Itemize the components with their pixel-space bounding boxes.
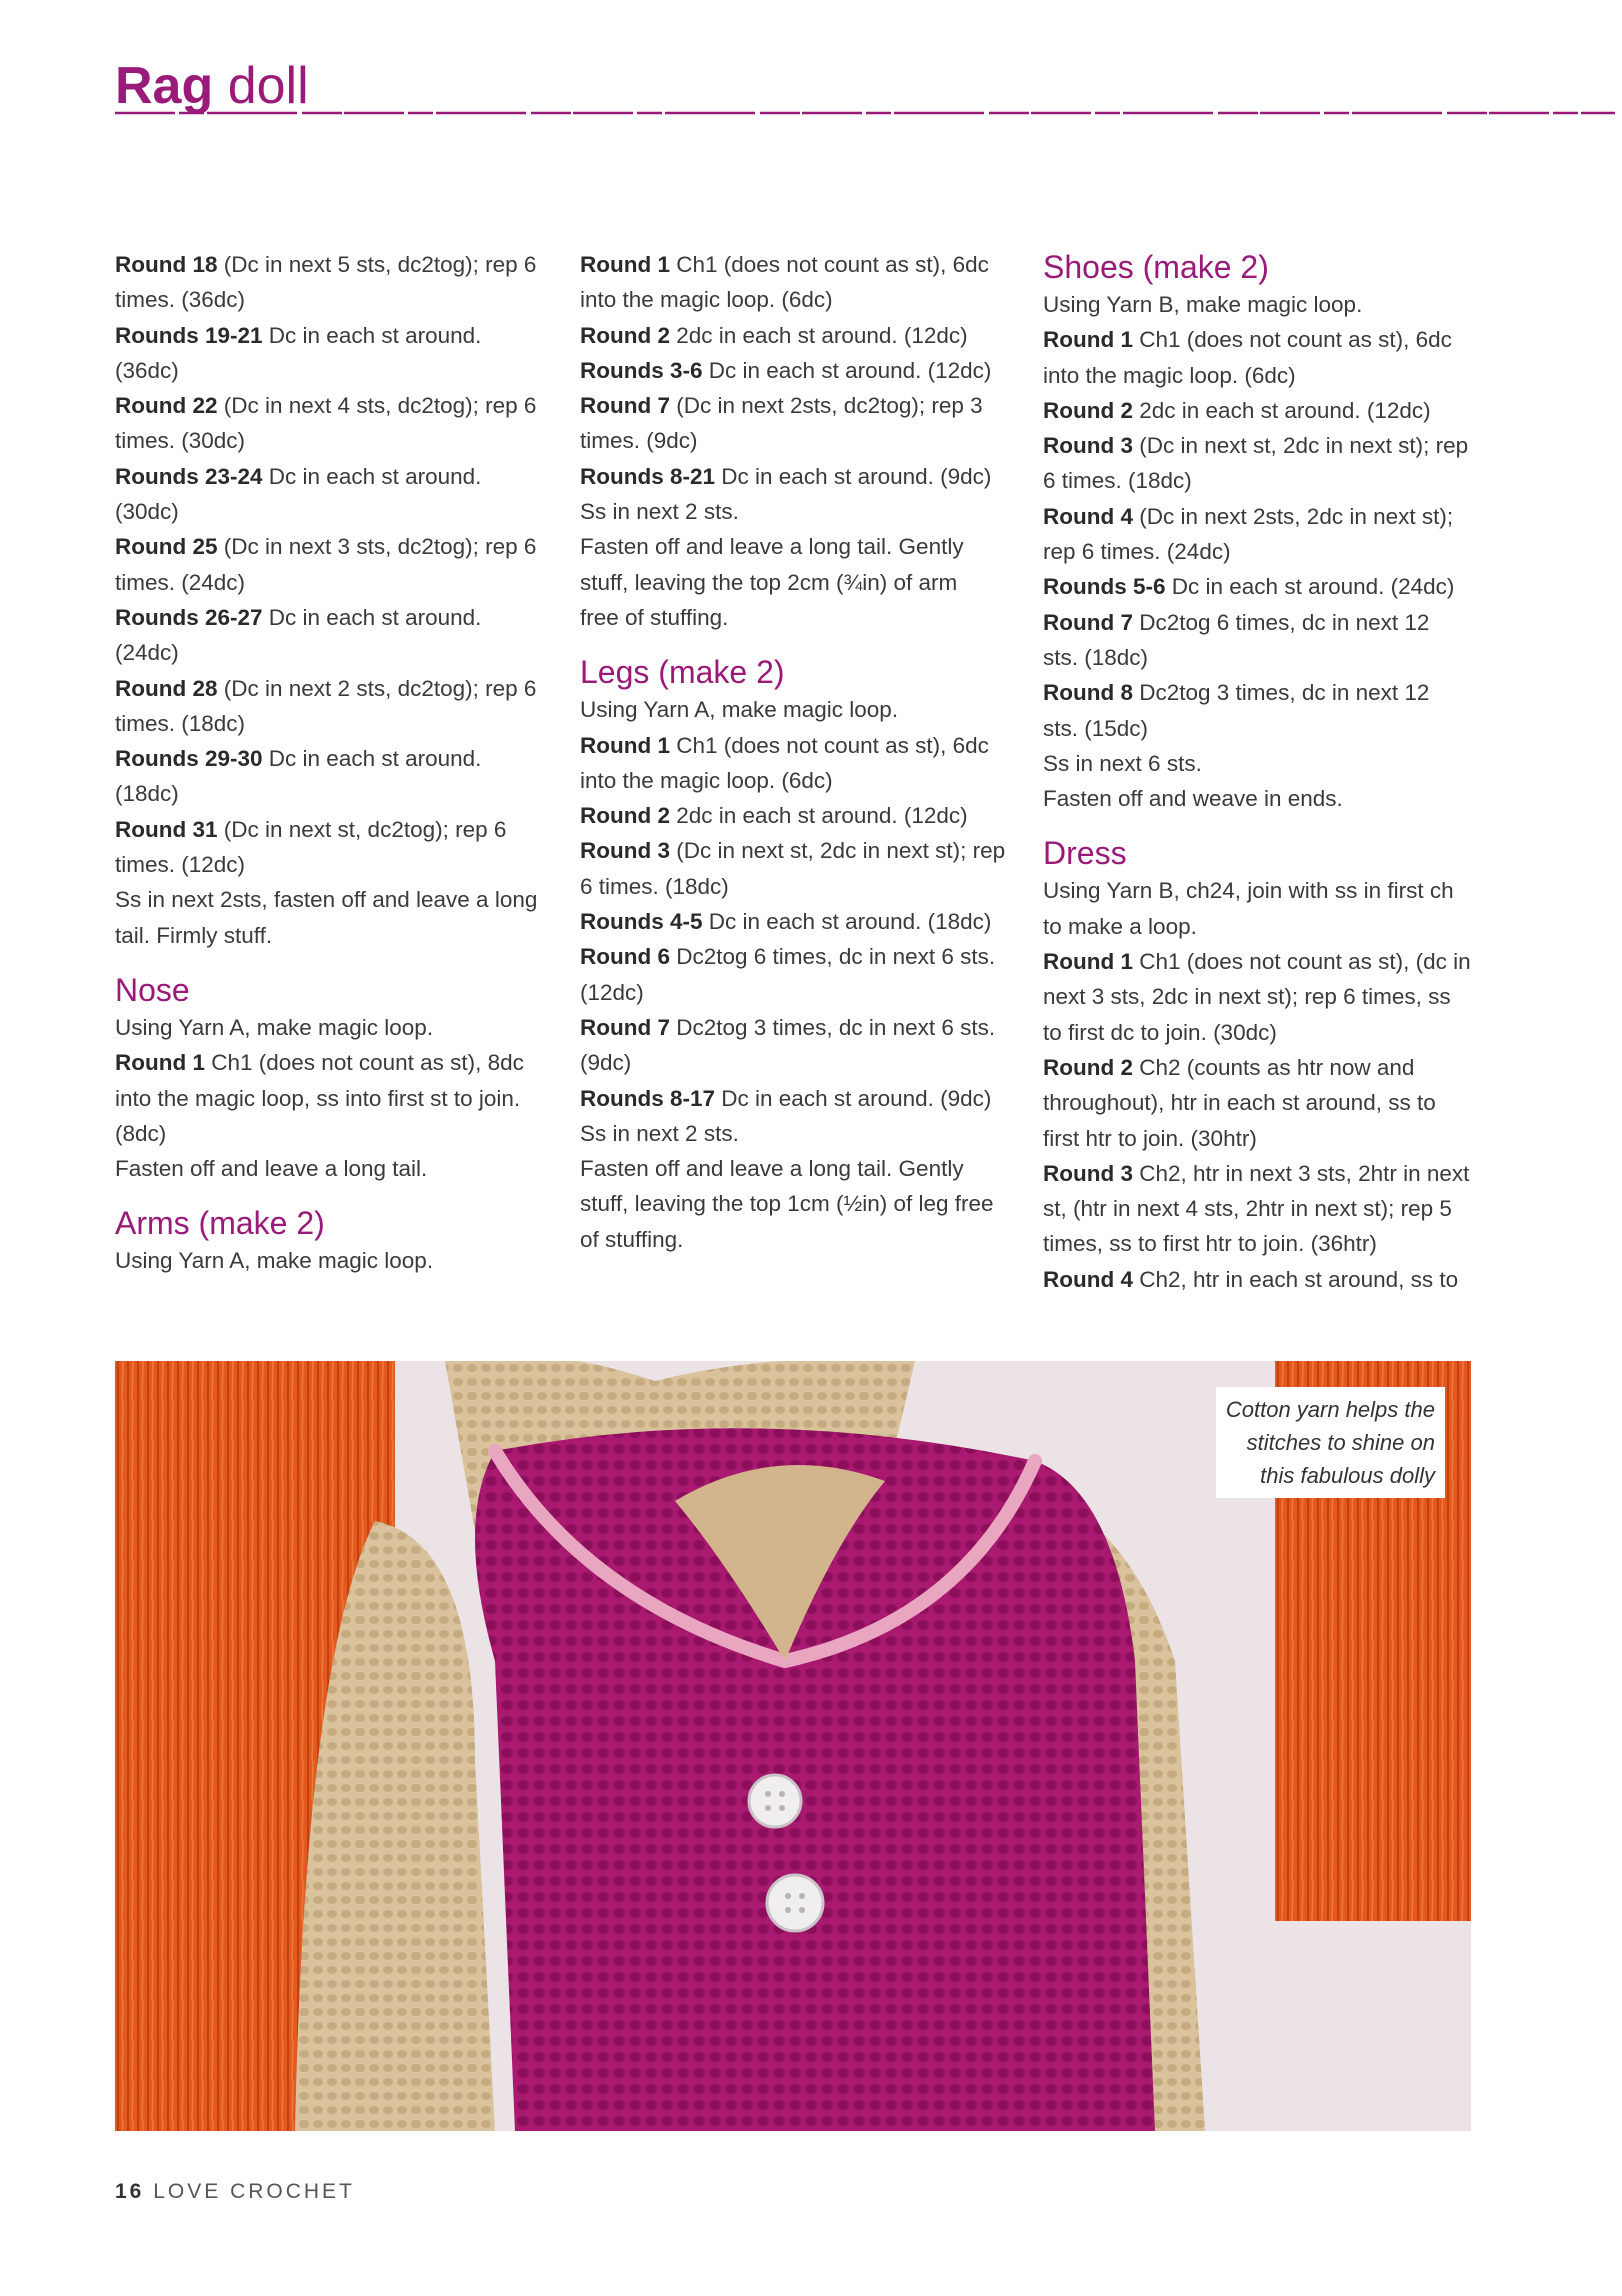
instruction-text: times. (9dc) bbox=[580, 428, 698, 454]
instruction-text: times. (36dc) bbox=[115, 287, 246, 313]
instruction-text: Dc in each st around. (9dc) bbox=[715, 463, 992, 489]
round-label: Round 4 bbox=[1043, 503, 1133, 529]
instruction-line bbox=[580, 529, 1020, 564]
round-label: Round 2 bbox=[580, 803, 670, 829]
instruction-text: Ch2, htr in each st around, ss to bbox=[1133, 1266, 1459, 1292]
instruction-line bbox=[580, 600, 1020, 635]
instruction-line bbox=[115, 1081, 555, 1116]
section-heading: Legs (make 2) bbox=[580, 654, 785, 691]
page-title bbox=[115, 55, 309, 117]
instruction-line bbox=[115, 247, 555, 282]
instruction-line bbox=[1043, 909, 1483, 944]
title-light: doll bbox=[227, 57, 309, 115]
instruction-text: Fasten off and leave a long tail. bbox=[115, 1156, 428, 1182]
round-label: Rounds 5-6 bbox=[1043, 574, 1166, 600]
instruction-line bbox=[115, 706, 555, 741]
round-label: Round 22 bbox=[115, 393, 218, 419]
instruction-line bbox=[1043, 393, 1483, 428]
instruction-line bbox=[1043, 499, 1483, 534]
round-label: Round 3 bbox=[1043, 1160, 1133, 1186]
round-label: Round 7 bbox=[1043, 609, 1133, 635]
instruction-line bbox=[115, 882, 555, 917]
instruction-line bbox=[115, 459, 555, 494]
instruction-text: Ch1 (does not count as st), 6dc bbox=[670, 732, 989, 758]
instruction-line bbox=[580, 282, 1020, 317]
instruction-text: next 3 sts, 2dc in next st); rep 6 times, ss bbox=[1043, 984, 1451, 1010]
round-label: Round 1 bbox=[580, 252, 670, 277]
instruction-text: Ss in next 2 sts. bbox=[580, 499, 739, 525]
title-rule bbox=[115, 110, 1615, 116]
instruction-line bbox=[1043, 1085, 1483, 1120]
instruction-text: rep 6 times. (24dc) bbox=[1043, 539, 1231, 565]
instruction-text: Ch1 (does not count as st), (dc in bbox=[1133, 949, 1471, 975]
instruction-line bbox=[580, 833, 1020, 868]
instruction-line bbox=[1043, 944, 1483, 979]
round-label: Round 8 bbox=[1043, 680, 1133, 706]
instruction-line bbox=[580, 1081, 1020, 1116]
instruction-line bbox=[115, 494, 555, 529]
instruction-line bbox=[580, 1010, 1020, 1045]
caption-line: this fabulous dolly bbox=[1260, 1463, 1435, 1488]
instruction-text: (Dc in next 2sts, 2dc in next st); bbox=[1133, 503, 1454, 529]
instruction-text: times. (30dc) bbox=[115, 428, 246, 454]
instruction-line bbox=[580, 1045, 1020, 1080]
instruction-line bbox=[115, 635, 555, 670]
instruction-line bbox=[115, 318, 555, 353]
round-label: Round 1 bbox=[580, 732, 670, 758]
instruction-text: sts. (18dc) bbox=[1043, 644, 1149, 670]
instruction-line bbox=[115, 847, 555, 882]
instruction-line bbox=[115, 1116, 555, 1151]
instruction-text: (Dc in next 5 sts, dc2tog); rep 6 bbox=[217, 252, 537, 277]
round-label: Round 18 bbox=[115, 252, 218, 277]
text-column-3 bbox=[1043, 247, 1483, 1297]
instruction-text: (18dc) bbox=[115, 781, 179, 807]
instruction-text: 2dc in each st around. (12dc) bbox=[1133, 397, 1431, 423]
instruction-text: Dc2tog 3 times, dc in next 6 sts. bbox=[670, 1014, 996, 1040]
instruction-text: into the magic loop. (6dc) bbox=[580, 767, 833, 793]
instruction-text: Using Yarn B, ch24, join with ss in first ch bbox=[1043, 878, 1454, 904]
section-heading: Arms (make 2) bbox=[115, 1205, 325, 1242]
round-label: Rounds 8-17 bbox=[580, 1085, 716, 1111]
instruction-line bbox=[1043, 873, 1483, 908]
instruction-line bbox=[115, 1243, 555, 1278]
instruction-line bbox=[115, 812, 555, 847]
instruction-line bbox=[115, 1045, 555, 1080]
instruction-line bbox=[1043, 322, 1483, 357]
instruction-line bbox=[115, 353, 555, 388]
instruction-text: Ch1 (does not count as st), 8dc bbox=[205, 1050, 524, 1076]
instruction-text: into the magic loop. (6dc) bbox=[1043, 362, 1296, 388]
instruction-text: Ss in next 2 sts. bbox=[580, 1120, 739, 1146]
instruction-line bbox=[115, 1151, 555, 1186]
instruction-text: (Dc in next st, 2dc in next st); rep bbox=[1133, 433, 1469, 459]
instruction-line bbox=[1043, 1050, 1483, 1085]
round-label: Rounds 3-6 bbox=[580, 357, 703, 383]
round-label: Round 1 bbox=[1043, 949, 1133, 975]
page-footer bbox=[115, 2180, 355, 2204]
instruction-text: Fasten off and weave in ends. bbox=[1043, 786, 1343, 812]
instruction-line bbox=[1043, 1156, 1483, 1191]
instruction-line bbox=[1043, 1262, 1483, 1297]
round-label: Round 2 bbox=[1043, 397, 1133, 423]
instruction-line bbox=[1043, 1015, 1483, 1050]
instruction-text: into the magic loop. (6dc) bbox=[580, 287, 833, 313]
instruction-text: Using Yarn B, make magic loop. bbox=[1043, 292, 1363, 317]
text-column-2 bbox=[580, 247, 1020, 1257]
instruction-line bbox=[580, 494, 1020, 529]
instruction-line bbox=[1043, 1226, 1483, 1261]
instruction-text: of stuffing. bbox=[580, 1226, 684, 1252]
instruction-line bbox=[1043, 605, 1483, 640]
instruction-text: Dc in each st around. (18dc) bbox=[702, 909, 992, 935]
instruction-line bbox=[115, 388, 555, 423]
instruction-line bbox=[1043, 1191, 1483, 1226]
instruction-line bbox=[1043, 979, 1483, 1014]
round-label: Rounds 26-27 bbox=[115, 604, 263, 630]
instruction-text: times. (18dc) bbox=[115, 710, 246, 736]
instruction-text: Dc in each st around. (9dc) bbox=[715, 1085, 992, 1111]
instruction-text: (36dc) bbox=[115, 357, 179, 383]
round-label: Rounds 23-24 bbox=[115, 463, 263, 489]
page-number: 16 bbox=[115, 2180, 145, 2203]
instruction-line bbox=[1043, 358, 1483, 393]
instruction-text: 2dc in each st around. (12dc) bbox=[670, 322, 968, 348]
round-label: Rounds 29-30 bbox=[115, 746, 263, 772]
instruction-line bbox=[580, 353, 1020, 388]
instruction-text: (Dc in next 2sts, dc2tog); rep 3 bbox=[670, 393, 983, 419]
section-heading: Dress bbox=[1043, 835, 1127, 872]
instruction-line bbox=[115, 282, 555, 317]
instruction-text: Dc in each st around. bbox=[262, 322, 482, 348]
instruction-line bbox=[1043, 428, 1483, 463]
instruction-line bbox=[1043, 1121, 1483, 1156]
instruction-text: Fasten off and leave a long tail. Gently bbox=[580, 534, 964, 560]
round-label: Round 3 bbox=[580, 838, 670, 864]
instruction-text: st, (htr in next 4 sts, 2htr in next st); rep 5 bbox=[1043, 1196, 1452, 1222]
instruction-text: Using Yarn A, make magic loop. bbox=[115, 1014, 434, 1040]
instruction-text: Ch1 (does not count as st), 6dc bbox=[1133, 327, 1452, 353]
round-label: Round 7 bbox=[580, 393, 670, 419]
instruction-text: times. (12dc) bbox=[115, 852, 246, 878]
instruction-line bbox=[580, 728, 1020, 763]
instruction-line bbox=[580, 798, 1020, 833]
instruction-line bbox=[115, 529, 555, 564]
instruction-text: throughout), htr in each st around, ss to bbox=[1043, 1090, 1436, 1116]
instruction-line bbox=[580, 318, 1020, 353]
round-label: Round 28 bbox=[115, 675, 218, 701]
instruction-text: tail. Firmly stuff. bbox=[115, 922, 273, 948]
instruction-text: first htr to join. (30htr) bbox=[1043, 1125, 1257, 1151]
instruction-line bbox=[580, 692, 1020, 727]
instruction-line bbox=[1043, 534, 1483, 569]
instruction-text: Dc2tog 6 times, dc in next 12 bbox=[1133, 609, 1430, 635]
instruction-text: Using Yarn A, make magic loop. bbox=[115, 1248, 434, 1274]
instruction-text: Fasten off and leave a long tail. Gently bbox=[580, 1156, 964, 1182]
title-bold: Rag bbox=[115, 57, 214, 115]
round-label: Round 1 bbox=[1043, 327, 1133, 353]
instruction-line bbox=[1043, 287, 1483, 322]
round-label: Rounds 19-21 bbox=[115, 322, 263, 348]
page-header bbox=[115, 55, 1615, 125]
instruction-line bbox=[115, 565, 555, 600]
instruction-line bbox=[115, 423, 555, 458]
instruction-text: Dc in each st around. bbox=[262, 746, 482, 772]
round-label: Round 7 bbox=[580, 1014, 670, 1040]
instruction-line bbox=[580, 388, 1020, 423]
instruction-text: Ch2 (counts as htr now and bbox=[1133, 1054, 1415, 1080]
photo-caption bbox=[1216, 1387, 1445, 1498]
instruction-line bbox=[580, 763, 1020, 798]
instruction-text: (Dc in next st, 2dc in next st); rep bbox=[670, 838, 1006, 864]
instruction-text: (Dc in next 4 sts, dc2tog); rep 6 bbox=[217, 393, 537, 419]
instruction-text: times. (24dc) bbox=[115, 569, 246, 595]
instruction-line bbox=[580, 247, 1020, 282]
instruction-line bbox=[1043, 711, 1483, 746]
caption-line: Cotton yarn helps the bbox=[1225, 1397, 1435, 1422]
doll-photo bbox=[115, 1361, 1471, 2131]
instruction-line bbox=[580, 1151, 1020, 1186]
instruction-text: Dc in each st around. (12dc) bbox=[702, 357, 992, 383]
round-label: Rounds 8-21 bbox=[580, 463, 716, 489]
round-label: Round 25 bbox=[115, 534, 218, 560]
instruction-text: (Dc in next st, dc2tog); rep 6 bbox=[217, 816, 507, 842]
round-label: Round 6 bbox=[580, 944, 670, 970]
instruction-line bbox=[1043, 463, 1483, 498]
instruction-text: to first dc to join. (30dc) bbox=[1043, 1019, 1277, 1045]
section-heading: Shoes (make 2) bbox=[1043, 249, 1269, 285]
instruction-line bbox=[115, 671, 555, 706]
instruction-text: Ch1 (does not count as st), 6dc bbox=[670, 252, 989, 277]
round-label: Round 1 bbox=[115, 1050, 205, 1076]
instruction-line bbox=[1043, 746, 1483, 781]
instruction-text: to make a loop. bbox=[1043, 913, 1197, 939]
instruction-text: 2dc in each st around. (12dc) bbox=[670, 803, 968, 829]
instruction-text: Ch2, htr in next 3 sts, 2htr in next bbox=[1133, 1160, 1470, 1186]
round-label: Round 2 bbox=[580, 322, 670, 348]
instruction-line bbox=[580, 1186, 1020, 1221]
instruction-text: (24dc) bbox=[115, 640, 179, 666]
instruction-line bbox=[580, 869, 1020, 904]
instruction-text: free of stuffing. bbox=[580, 604, 729, 630]
instruction-text: sts. (15dc) bbox=[1043, 715, 1149, 741]
instruction-line bbox=[1043, 781, 1483, 816]
instruction-line bbox=[580, 975, 1020, 1010]
instruction-text: (8dc) bbox=[115, 1120, 167, 1146]
instruction-text: Dc2tog 6 times, dc in next 6 sts. bbox=[670, 944, 996, 970]
instruction-text: 6 times. (18dc) bbox=[1043, 468, 1192, 494]
instruction-text: Using Yarn A, make magic loop. bbox=[580, 697, 899, 723]
instruction-text: stuff, leaving the top 1cm (½in) of leg free bbox=[580, 1191, 994, 1217]
round-label: Round 2 bbox=[1043, 1054, 1133, 1080]
instruction-text: Dc in each st around. bbox=[262, 604, 482, 630]
instruction-line bbox=[115, 918, 555, 953]
instruction-text: into the magic loop, ss into first st to join. bbox=[115, 1085, 521, 1111]
round-label: Round 4 bbox=[1043, 1266, 1133, 1292]
instruction-text: (Dc in next 2 sts, dc2tog); rep 6 bbox=[217, 675, 537, 701]
instruction-line bbox=[1043, 569, 1483, 604]
magazine-name: LOVE CROCHET bbox=[153, 2180, 355, 2203]
instruction-text: stuff, leaving the top 2cm (¾in) of arm bbox=[580, 569, 958, 595]
instruction-text: Dc in each st around. bbox=[262, 463, 482, 489]
instruction-line bbox=[580, 939, 1020, 974]
instruction-line bbox=[1043, 640, 1483, 675]
instruction-text: Ss in next 2sts, fasten off and leave a long bbox=[115, 887, 538, 913]
instruction-text: (9dc) bbox=[580, 1050, 632, 1076]
instruction-text: (Dc in next 3 sts, dc2tog); rep 6 bbox=[217, 534, 537, 560]
instruction-line bbox=[580, 565, 1020, 600]
caption-line: stitches to shine on bbox=[1246, 1430, 1435, 1455]
instruction-text: Dc in each st around. (24dc) bbox=[1165, 574, 1455, 600]
instruction-line bbox=[1043, 675, 1483, 710]
instruction-line bbox=[115, 776, 555, 811]
instruction-line bbox=[580, 423, 1020, 458]
instruction-line bbox=[580, 1116, 1020, 1151]
instruction-line bbox=[580, 904, 1020, 939]
round-label: Rounds 4-5 bbox=[580, 909, 703, 935]
instruction-line bbox=[115, 600, 555, 635]
section-heading: Nose bbox=[115, 971, 190, 1008]
instruction-line bbox=[115, 741, 555, 776]
instruction-text: 6 times. (18dc) bbox=[580, 873, 729, 899]
instruction-text: (12dc) bbox=[580, 979, 644, 1005]
instruction-line bbox=[580, 459, 1020, 494]
instruction-text: Ss in next 6 sts. bbox=[1043, 750, 1202, 776]
instruction-text: times, ss to first htr to join. (36htr) bbox=[1043, 1231, 1377, 1257]
instruction-line bbox=[115, 1010, 555, 1045]
instruction-text: (30dc) bbox=[115, 499, 179, 525]
instruction-line bbox=[580, 1222, 1020, 1257]
round-label: Round 31 bbox=[115, 816, 218, 842]
instruction-text: Dc2tog 3 times, dc in next 12 bbox=[1133, 680, 1430, 706]
text-column-1 bbox=[115, 247, 555, 1279]
round-label: Round 3 bbox=[1043, 433, 1133, 459]
